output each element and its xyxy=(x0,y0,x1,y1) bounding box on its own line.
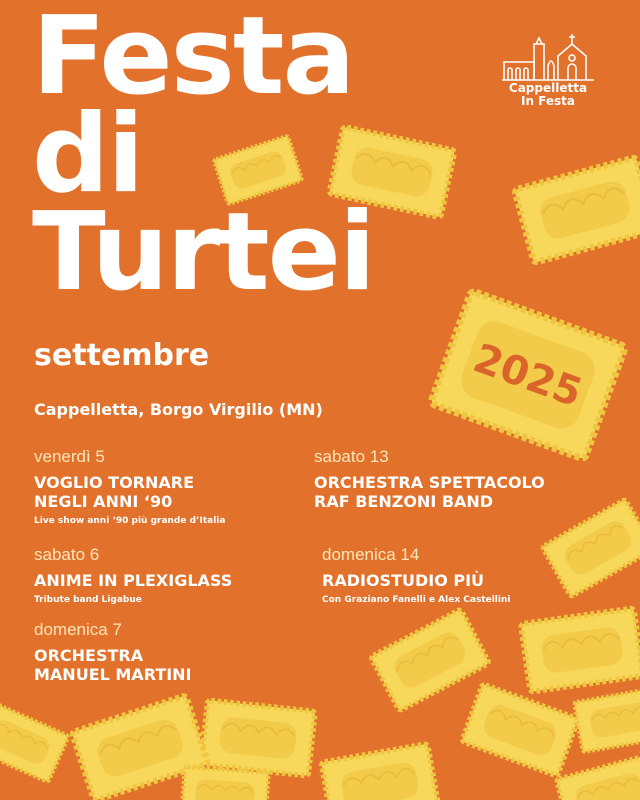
title-line-2: di xyxy=(32,92,143,217)
event-day: domenica 14 xyxy=(322,545,420,564)
event-domenica-7 xyxy=(34,620,192,684)
tortello-large xyxy=(430,291,625,460)
event-subtitle: Tribute band Ligabue xyxy=(34,595,142,605)
tortello-7 xyxy=(462,684,579,776)
event-subtitle: Live show anni ‘90 più grande d’Italia xyxy=(34,516,226,526)
event-name-line-2: NEGLI ANNI ‘90 xyxy=(34,492,173,511)
tortello-8 xyxy=(574,688,640,752)
title-line-3: Turtei xyxy=(32,190,374,315)
tortello-3 xyxy=(514,157,640,263)
tortello-9 xyxy=(201,700,315,776)
month-label: settembre xyxy=(34,338,210,373)
event-name-line-1: RADIOSTUDIO PIÙ xyxy=(322,571,485,590)
event-day: sabato 6 xyxy=(34,545,100,564)
event-day: venerdì 5 xyxy=(34,447,105,466)
tortello-12 xyxy=(321,744,439,800)
tortello-4 xyxy=(542,499,640,597)
event-day: domenica 7 xyxy=(34,620,122,639)
event-name-line-1: VOGLIO TORNARE xyxy=(34,473,195,492)
event-sabato-13 xyxy=(314,447,545,511)
tortello-6 xyxy=(371,609,490,711)
event-venerdi-5 xyxy=(34,447,225,526)
cappelletta-logo xyxy=(488,30,608,108)
logo-line-2: In Festa xyxy=(520,94,575,108)
tortello-5 xyxy=(521,608,640,692)
event-name-line-1: ANIME IN PLEXIGLASS xyxy=(34,571,233,590)
event-name-line-1: ORCHESTRA xyxy=(34,646,144,665)
event-name-line-1: ORCHESTRA SPETTACOLO xyxy=(314,473,545,492)
year-label: 2025 xyxy=(467,335,588,417)
tortello-13 xyxy=(181,767,268,800)
festival-title xyxy=(32,0,374,315)
location-label: Cappelletta, Borgo Virgilio (MN) xyxy=(34,400,323,419)
logo-line-1: Cappelletta xyxy=(508,81,588,95)
tortello-11 xyxy=(0,702,69,782)
event-sabato-6 xyxy=(34,545,232,605)
title-line-1: Festa xyxy=(32,0,354,119)
event-subtitle: Con Graziano Fanelli e Alex Castellini xyxy=(322,595,511,605)
event-domenica-14 xyxy=(322,545,510,605)
event-name-line-2: RAF BENZONI BAND xyxy=(314,492,494,511)
event-day: sabato 13 xyxy=(314,447,389,466)
event-name-line-2: MANUEL MARTINI xyxy=(34,665,192,684)
church-icon xyxy=(500,30,596,82)
tortello-14 xyxy=(556,755,640,800)
